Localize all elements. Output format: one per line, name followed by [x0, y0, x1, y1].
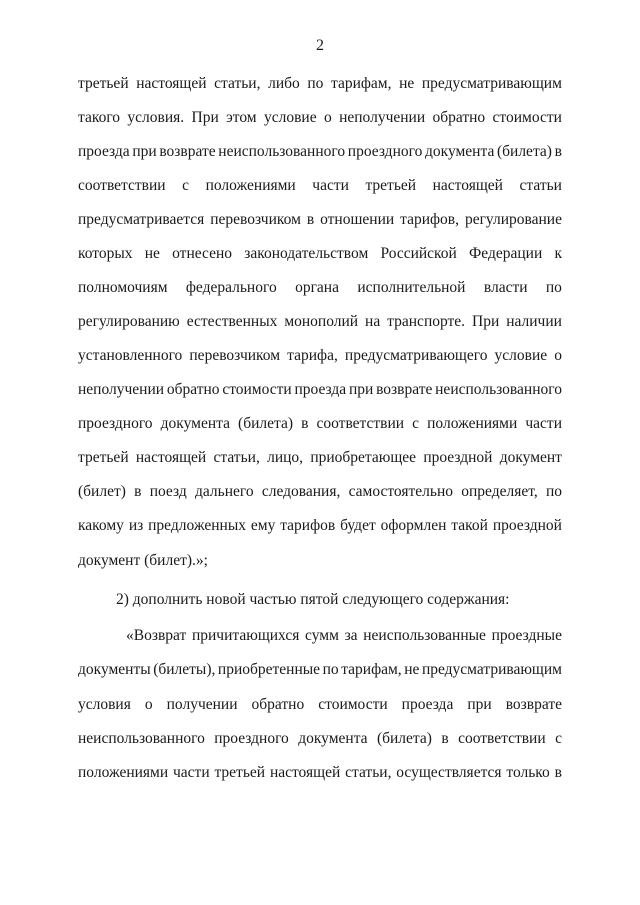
text-line: третьей настоящей статьи, либо по тарифам, не предусматривающим [78, 75, 562, 92]
text-line: документ (билет).»; [78, 552, 208, 569]
text-line: регулированию естественных монополий на транспорте. При наличии [78, 313, 562, 330]
text-line: соответствии с положениями части третьей настоящей статьи [78, 177, 562, 194]
text-line: установленного перевозчиком тарифа, предусматривающего условие о [78, 347, 562, 364]
text-line: полномочиям федерального органа исполнительной власти по [78, 279, 562, 296]
text-line: предусматривается перевозчиком в отношении тарифов, регулирование [78, 211, 562, 228]
text-line: неиспользованного проездного документа (билета) в соответствии с [78, 730, 562, 747]
text-line: (билет) в поезд дальнего следования, самостоятельно определяет, по [78, 483, 562, 500]
text-line: которых не отнесено законодательством Российской Федерации к [78, 245, 562, 262]
text-line: условия о получении обратно стоимости проезда при возврате [78, 696, 562, 713]
text-line: проездного документа (билета) в соответствии с положениями части [78, 415, 562, 432]
text-line: положениями части третьей настоящей статьи, осуществляется только в [78, 764, 562, 781]
text-line: 2) дополнить новой частью пятой следующего содержания: [116, 591, 510, 608]
text-line: третьей настоящей статьи, лицо, приобретающее проездной документ [78, 449, 562, 466]
text-line: проезда при возврате неиспользованного проездного документа (билета) в [78, 143, 562, 160]
text-line: «Возврат причитающихся сумм за неиспользованные проездные [126, 627, 562, 644]
page-number: 2 [316, 37, 324, 54]
text-line: какому из предложенных ему тарифов будет оформлен такой проездной [78, 517, 562, 534]
text-line: документы (билеты), приобретенные по тарифам, не предусматривающим [78, 661, 562, 678]
text-line: такого условия. При этом условие о неполучении обратно стоимости [78, 109, 562, 126]
text-line: неполучении обратно стоимости проезда при возврате неиспользованного [78, 381, 562, 398]
